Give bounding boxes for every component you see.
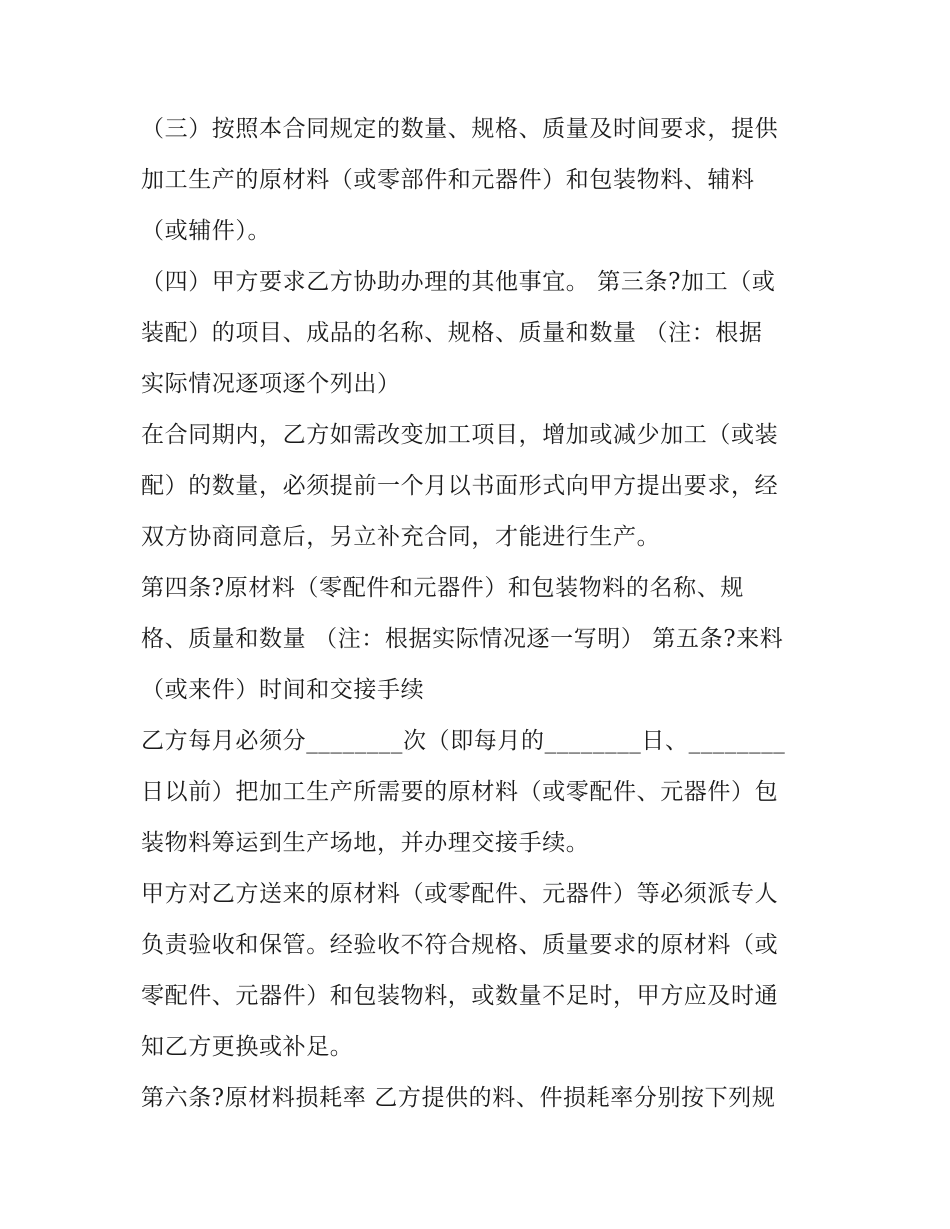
text-line: 格、质量和数量 （注：根据实际情况逐一写明） 第五条?来料 — [141, 626, 784, 652]
text-line: 负责验收和保管。经验收不符合规格、质量要求的原材料（或 — [141, 932, 779, 958]
text-line: （或辅件）。 — [141, 218, 272, 244]
text-line: （四）甲方要求乙方协助办理的其他事宜。 第三条?加工（或 — [141, 269, 776, 295]
text-line: 第四条?原材料（零配件和元器件）和包装物料的名称、规 — [141, 575, 744, 601]
text-line: 零配件、元器件）和包装物料，或数量不足时，甲方应及时通 — [141, 983, 779, 1009]
text-line: 知乙方更换或补足。 — [141, 1034, 354, 1060]
text-line: 日以前）把加工生产所需要的原材料（或零配件、元器件）包 — [141, 779, 779, 805]
text-line: 实际情况逐项逐个列出） — [141, 371, 401, 397]
text-line: 乙方每月必须分________次（即每月的________日、________ — [141, 728, 786, 754]
text-line: 双方协商同意后，另立补充合同，才能进行生产。 — [141, 524, 661, 550]
text-line: 配）的数量，必须提前一个月以书面形式向甲方提出要求，经 — [141, 473, 779, 499]
text-line: 加工生产的原材料（或零部件和元器件）和包装物料、辅料 — [141, 167, 755, 193]
text-line: （三）按照本合同规定的数量、规格、质量及时间要求，提供 — [141, 116, 779, 142]
text-line: 在合同期内，乙方如需改变加工项目，增加或减少加工（或装 — [141, 422, 779, 448]
contract-text — [141, 104, 821, 1124]
text-line: 装配）的项目、成品的名称、规格、质量和数量 （注：根据 — [141, 320, 763, 346]
text-line: 装物料筹运到生产场地，并办理交接手续。 — [141, 830, 590, 856]
text-line: 甲方对乙方送来的原材料（或零配件、元器件）等必须派专人 — [141, 881, 779, 907]
text-line: 第六条?原材料损耗率 乙方提供的料、件损耗率分别按下列规 — [141, 1085, 776, 1111]
text-line: （或来件）时间和交接手续 — [141, 677, 425, 703]
